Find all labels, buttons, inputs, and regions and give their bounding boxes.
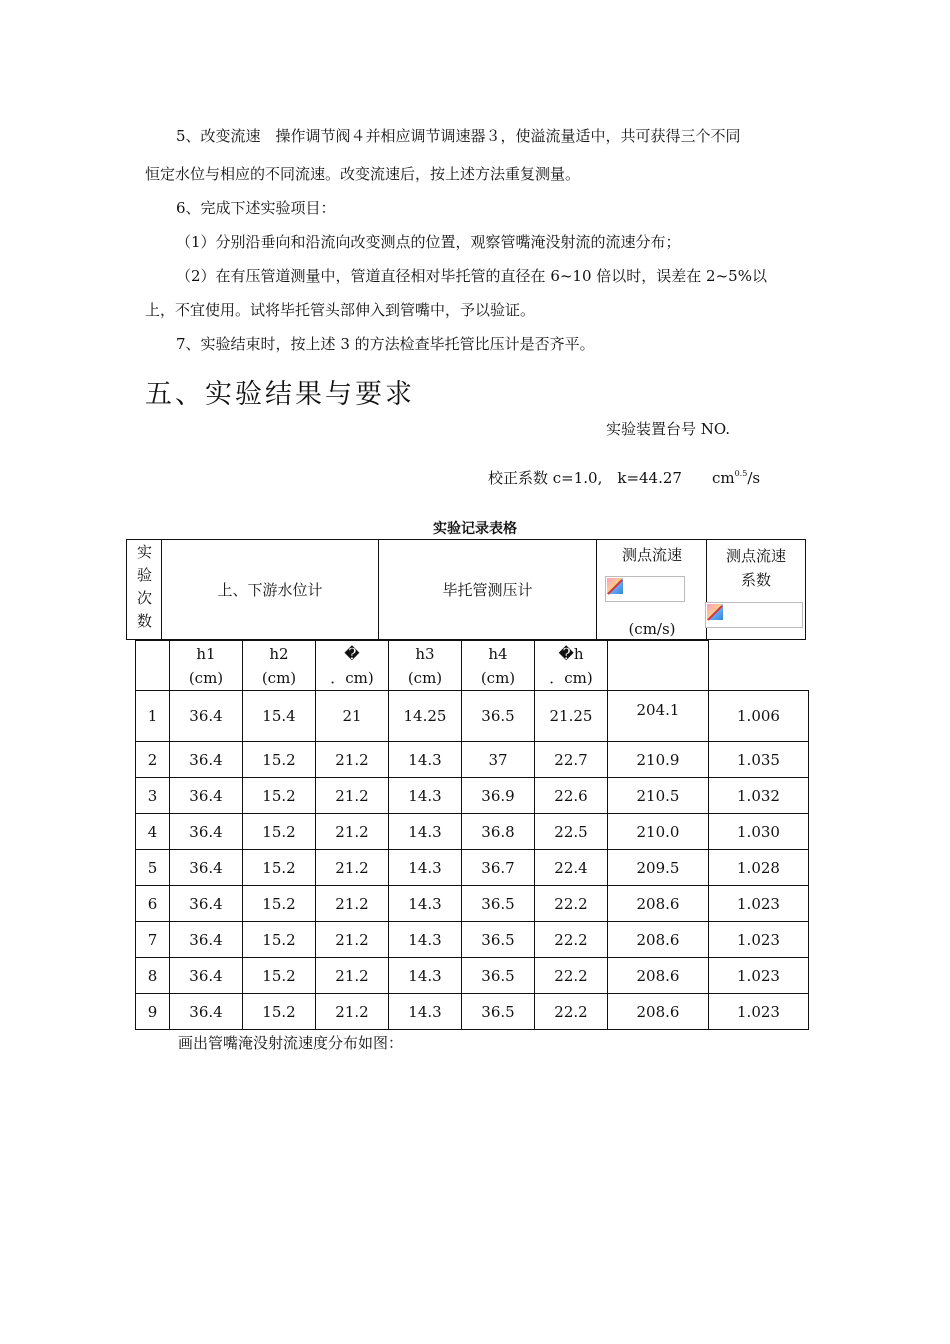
table-cell: 15.2	[243, 958, 316, 994]
table-cell: 36.4	[170, 922, 243, 958]
table-row	[136, 922, 809, 958]
table-cell: 7	[136, 922, 170, 958]
coef-text: 校正系数 c=1.0, k=44.27 cm	[488, 469, 735, 487]
table-cell: 2	[136, 742, 170, 778]
subheader-dh2	[535, 641, 608, 691]
table-row	[136, 742, 809, 778]
device-number: 实验装置台号 NO.	[606, 420, 731, 438]
table-cell: 14.3	[389, 886, 462, 922]
subheader-h1	[170, 641, 243, 691]
header-velocity-label: 测点流速	[621, 546, 682, 564]
table-cell: 15.2	[243, 778, 316, 814]
table-cell: 14.3	[389, 814, 462, 850]
subheader-empty	[136, 641, 170, 691]
table-cell: 15.2	[243, 742, 316, 778]
table-cell: 22.4	[535, 850, 608, 886]
header-trial: 实验次数	[126, 539, 162, 640]
header-pitot: 毕托管测压计	[378, 539, 597, 640]
table-cell: 36.9	[462, 778, 535, 814]
table-row	[136, 994, 809, 1030]
table-cell: 36.8	[462, 814, 535, 850]
table-cell: 5	[136, 850, 170, 886]
table-cell: 9	[136, 994, 170, 1030]
table-cell: 21.2	[316, 994, 389, 1030]
table-cell: 36.5	[462, 691, 535, 742]
coef-tail: /s	[747, 469, 761, 487]
paragraph-step6: 6、完成下述实验项目：	[176, 199, 336, 217]
table-cell: 36.4	[170, 886, 243, 922]
broken-image-icon	[705, 602, 803, 628]
table-cell: 15.4	[243, 691, 316, 742]
header-velocity-unit: (cm/s)	[628, 620, 676, 638]
table-cell: 22.6	[535, 778, 608, 814]
table-cell: 21.2	[316, 814, 389, 850]
table-cell: 14.3	[389, 742, 462, 778]
subheader-top: h2	[269, 644, 289, 663]
table-cell: 36.4	[170, 742, 243, 778]
record-table	[135, 640, 809, 1030]
table-row	[136, 886, 809, 922]
table-cell: 21.2	[316, 958, 389, 994]
table-cell: 1	[136, 691, 170, 742]
table-cell: 21.2	[316, 742, 389, 778]
table-cell: 36.4	[170, 958, 243, 994]
table-cell: 15.2	[243, 850, 316, 886]
header-velocity	[596, 539, 707, 640]
table-cell: 1.023	[709, 958, 809, 994]
section-title: 五、实验结果与要求	[145, 379, 415, 410]
paragraph-item2-cont: 上，不宜使用。试将毕托管头部伸入到管嘴中，予以验证。	[145, 301, 536, 319]
subheader-top: h4	[488, 644, 508, 663]
table-cell: 3	[136, 778, 170, 814]
table-cell: 1.023	[709, 994, 809, 1030]
table-cell: 210.5	[608, 778, 709, 814]
table-cell: 208.6	[608, 886, 709, 922]
subheader-h4	[462, 641, 535, 691]
table-cell: 1.023	[709, 922, 809, 958]
table-cell: 21.2	[316, 922, 389, 958]
table-row	[136, 691, 809, 742]
table-cell: 1.028	[709, 850, 809, 886]
table-cell: 14.3	[389, 778, 462, 814]
header-coefficient-label: 测点流速系数	[725, 547, 786, 589]
table-cell: 208.6	[608, 922, 709, 958]
subheader-bottom: ．cm)	[330, 668, 374, 687]
table-cell: 36.4	[170, 994, 243, 1030]
paragraph-step5: 5、改变流速 操作调节阀４并相应调节调速器３，使溢流量适中，共可获得三个不同	[176, 127, 741, 145]
table-cell: 22.7	[535, 742, 608, 778]
header-coefficient	[706, 539, 806, 640]
table-cell: 4	[136, 814, 170, 850]
subheader-bottom: ．cm)	[549, 668, 593, 687]
table-cell: 22.2	[535, 958, 608, 994]
table-cell: 8	[136, 958, 170, 994]
table-cell: 37	[462, 742, 535, 778]
table-cell: 6	[136, 886, 170, 922]
header-water-level: 上、下游水位计	[161, 539, 379, 640]
table-cell: 208.6	[608, 994, 709, 1030]
table-cell: 1.023	[709, 886, 809, 922]
table-cell: 209.5	[608, 850, 709, 886]
table-cell: 36.4	[170, 850, 243, 886]
table-cell: 36.5	[462, 922, 535, 958]
subheader-top: h3	[415, 644, 435, 663]
subheader-top: �	[344, 644, 360, 663]
subheader-coef-empty	[709, 641, 809, 691]
table-cell: 14.3	[389, 994, 462, 1030]
table-cell: 1.032	[709, 778, 809, 814]
table-cell: 15.2	[243, 922, 316, 958]
table-cell: 21.25	[535, 691, 608, 742]
broken-image-icon	[605, 576, 685, 602]
table-cell: 22.2	[535, 886, 608, 922]
table-cell: 21.2	[316, 778, 389, 814]
table-cell: 36.4	[170, 778, 243, 814]
table-cell: 36.5	[462, 994, 535, 1030]
table-cell: 1.006	[709, 691, 809, 742]
coef-sup: 0.5	[734, 469, 748, 478]
table-cell: 208.6	[608, 958, 709, 994]
table-cell: 1.035	[709, 742, 809, 778]
table-cell: 210.9	[608, 742, 709, 778]
table-cell: 22.5	[535, 814, 608, 850]
subheader-h2	[243, 641, 316, 691]
subheader-row	[136, 641, 809, 691]
subheader-velocity-empty	[608, 641, 709, 691]
table-cell: 210.0	[608, 814, 709, 850]
footer-text: 画出管嘴淹没射流速度分布如图：	[178, 1034, 404, 1052]
table-cell: 22.2	[535, 922, 608, 958]
table-cell: 14.3	[389, 958, 462, 994]
table-cell: 15.2	[243, 994, 316, 1030]
table-cell: 36.5	[462, 958, 535, 994]
subheader-bottom: (cm)	[188, 668, 224, 687]
table-cell: 36.4	[170, 814, 243, 850]
paragraph-item1: （1）分别沿垂向和沿流向改变测点的位置，观察管嘴淹没射流的流速分布；	[176, 233, 681, 251]
subheader-dh1	[316, 641, 389, 691]
table-cell: 21.2	[316, 886, 389, 922]
paragraph-step7: 7、实验结束时，按上述 3 的方法检查毕托管比压计是否齐平。	[176, 335, 595, 353]
table-cell: 15.2	[243, 886, 316, 922]
table-cell: 14.3	[389, 850, 462, 886]
subheader-bottom: (cm)	[480, 668, 516, 687]
table-row	[136, 814, 809, 850]
table-cell: 36.5	[462, 886, 535, 922]
table-cell: 36.7	[462, 850, 535, 886]
paragraph-item2: （2）在有压管道测量中，管道直径相对毕托管的直径在 6~10 倍以时，误差在 2~5%以	[176, 267, 767, 285]
subheader-top: �h	[558, 644, 584, 663]
paragraph-step5-cont: 恒定水位与相应的不同流速。改变流速后，按上述方法重复测量。	[145, 165, 581, 183]
subheader-bottom: (cm)	[407, 668, 443, 687]
table-row	[136, 958, 809, 994]
table-cell: 204.1	[608, 691, 709, 742]
table-cell: 21.2	[316, 850, 389, 886]
table-caption: 实验记录表格	[433, 521, 517, 537]
calibration-coefficient	[488, 467, 760, 488]
table-cell: 15.2	[243, 814, 316, 850]
table-row	[136, 778, 809, 814]
table-cell: 14.3	[389, 922, 462, 958]
subheader-h3	[389, 641, 462, 691]
table-cell: 1.030	[709, 814, 809, 850]
subheader-bottom: (cm)	[261, 668, 297, 687]
table-cell: 36.4	[170, 691, 243, 742]
table-cell: 22.2	[535, 994, 608, 1030]
table-cell: 21	[316, 691, 389, 742]
table-row	[136, 850, 809, 886]
subheader-top: h1	[196, 644, 216, 663]
table-cell: 14.25	[389, 691, 462, 742]
